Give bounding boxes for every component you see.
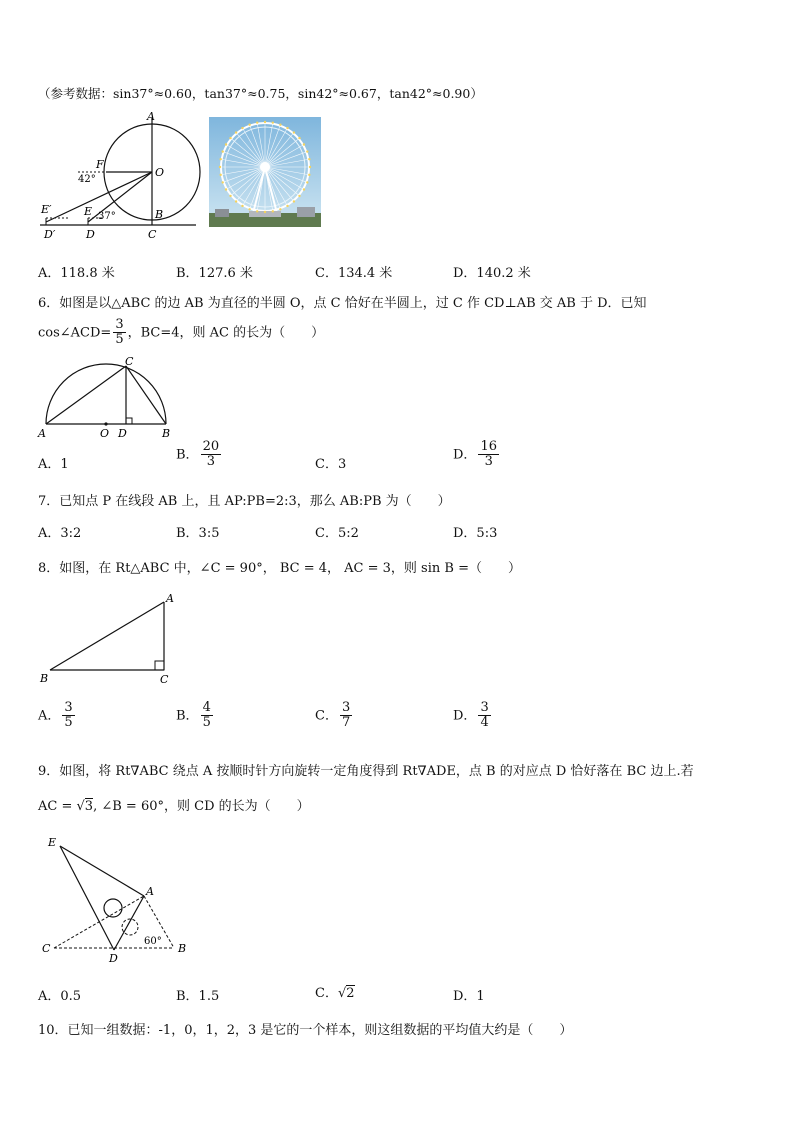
label-42deg: 42° xyxy=(78,174,96,185)
wheel-cabin xyxy=(264,211,266,213)
q7-option-d[interactable]: D．5:3 xyxy=(453,526,498,541)
q5-option-d[interactable]: D．140.2 米 xyxy=(453,266,531,281)
q8-label-A: A xyxy=(166,592,174,605)
q10-stem: 10．已知一组数据：-1，0，1，2，3 是它的一个样本，则这组数据的平均值大约是（ ） xyxy=(38,1023,573,1038)
q6-option-d-den: 3 xyxy=(484,454,493,470)
q9-ac-prefix: AC = xyxy=(38,799,77,814)
wheel-cabin xyxy=(256,210,258,212)
q7-option-a[interactable]: A．3:2 xyxy=(38,526,82,541)
q6-cos-fraction xyxy=(113,318,125,348)
q8-option-c-num: 3 xyxy=(341,700,351,715)
wheel-cabin xyxy=(298,137,300,139)
q6-option-d-fraction xyxy=(478,440,499,470)
q8-label-B: B xyxy=(40,672,49,685)
wheel-cabin xyxy=(241,127,243,129)
label-B: B xyxy=(155,208,164,221)
q9-label-E: E xyxy=(48,836,57,849)
q6-option-b-fraction xyxy=(201,440,222,470)
wheel-cabin xyxy=(222,150,224,152)
q9-label-B: B xyxy=(178,942,187,955)
q7-option-c[interactable]: C．5:2 xyxy=(315,526,359,541)
q6-stem-line1: 6．如图是以△ABC 的边 AB 为直径的半圆 O，点 C 恰好在半圆上，过 C 作 CD⊥AB 交 AB 于 D．已知 xyxy=(38,296,647,311)
q8-option-c-fraction xyxy=(340,701,352,731)
q9-sqrt3-radicand: 3 xyxy=(84,799,94,814)
q8-option-b-den: 5 xyxy=(202,715,211,731)
q6-option-b-den: 3 xyxy=(206,454,215,470)
q8-option-d-label: D． xyxy=(453,708,477,724)
q6-label-C: C xyxy=(125,356,134,368)
q8-option-d-fraction xyxy=(478,701,490,731)
wheel-cabin xyxy=(219,166,221,168)
q8-option-c-den: 7 xyxy=(341,715,351,731)
label-D: D xyxy=(86,228,95,240)
q6-option-b[interactable] xyxy=(176,440,223,470)
q5-option-b[interactable]: B．127.6 米 xyxy=(176,266,253,281)
q8-option-c[interactable] xyxy=(315,701,354,731)
q6-option-b-num: 20 xyxy=(202,439,220,454)
q8-label-C: C xyxy=(160,673,169,686)
q9-option-c-radicand: 2 xyxy=(346,986,355,1001)
ferris-wheel-photo xyxy=(209,117,321,227)
wheel-cabin xyxy=(306,150,308,152)
wheel-cabin xyxy=(306,181,308,183)
label-E: E xyxy=(84,205,93,218)
label-F: F xyxy=(96,158,104,171)
label-C: C xyxy=(148,228,157,240)
q6-option-d[interactable] xyxy=(453,440,501,470)
label-O: O xyxy=(155,166,165,179)
wheel-cabin xyxy=(272,121,274,123)
q8-option-a[interactable] xyxy=(38,701,77,731)
q6-option-c[interactable]: C．3 xyxy=(315,457,347,472)
wheel-cabin xyxy=(293,131,295,133)
wheel-cabin xyxy=(308,174,310,176)
q9-label-C: C xyxy=(42,942,51,955)
q8-option-a-fraction xyxy=(62,701,74,731)
q8-option-b-num: 4 xyxy=(202,700,211,715)
label-A: A xyxy=(147,110,155,123)
wheel-cabin xyxy=(293,200,295,202)
q6-label-A: A xyxy=(38,427,46,440)
wheel-cabin xyxy=(235,200,237,202)
q8-option-a-den: 5 xyxy=(64,715,73,731)
q7-option-b[interactable]: B．3:5 xyxy=(176,526,220,541)
wheel-cabin xyxy=(256,121,258,123)
q8-option-a-label: A． xyxy=(38,708,61,724)
q9-stem-tail: , ∠B = 60°，则 CD 的长为（ ） xyxy=(93,799,310,814)
q6-stem-line2 xyxy=(38,318,324,348)
q6-option-a[interactable]: A．1 xyxy=(38,457,69,472)
q8-option-c-label: C． xyxy=(315,708,338,724)
wheel-cabin xyxy=(219,174,221,176)
q5-ferris-wheel-diagram xyxy=(36,110,206,240)
q6-label-B: B xyxy=(162,427,171,440)
wheel-cabin xyxy=(248,124,250,126)
q9-stem-line1: 9．如图，将 Rt∇ABC 绕点 A 按顺时针方向旋转一定角度得到 Rt∇ADE，点 B 的对应点 D 恰好落在 BC 边上.若 xyxy=(38,764,694,779)
reference-data: （参考数据：sin37°≈0.60，tan37°≈0.75，sin42°≈0.67，tan42°≈0.90） xyxy=(38,86,483,101)
wheel-cabin xyxy=(298,195,300,197)
wheel-cabin xyxy=(303,188,305,190)
q9-option-c-label: C． xyxy=(315,986,338,1001)
wheel-cabin xyxy=(264,121,266,123)
q6-option-b-label: B． xyxy=(176,447,199,463)
q5-option-c[interactable]: C．134.4 米 xyxy=(315,266,393,281)
q8-option-b-fraction xyxy=(201,701,213,731)
q6-frac-num: 3 xyxy=(115,317,124,332)
wheel-cabin xyxy=(241,205,243,207)
q9-label-A: A xyxy=(146,885,154,898)
q6-label-D: D xyxy=(118,427,127,440)
q9-stem-line2 xyxy=(38,795,310,814)
q5-option-a[interactable]: A．118.8 米 xyxy=(38,266,115,281)
q9-sqrt-sign: √ xyxy=(76,799,85,814)
wheel-cabin xyxy=(229,195,231,197)
q9-option-d[interactable]: D．1 xyxy=(453,989,485,1004)
q7-stem: 7．已知点 P 在线段 AB 上，且 AP:PB=2:3，那么 AB:PB 为（ ） xyxy=(38,494,451,509)
q6-cos-prefix: cos∠ACD= xyxy=(38,325,112,341)
label-E-prime: E′ xyxy=(41,203,52,216)
wheel-cabin xyxy=(225,188,227,190)
q6-label-O: O xyxy=(100,427,110,440)
wheel-cabin xyxy=(229,137,231,139)
q9-option-b[interactable]: B．1.5 xyxy=(176,989,220,1004)
wheel-cabin xyxy=(235,131,237,133)
q9-label-D: D xyxy=(109,952,118,965)
q6-option-d-label: D． xyxy=(453,447,477,463)
wheel-cabin xyxy=(225,143,227,145)
q6-stem-tail: ，BC=4，则 AC 的长为（ ） xyxy=(127,325,325,341)
q9-option-a[interactable]: A．0.5 xyxy=(38,989,82,1004)
wheel-cabin xyxy=(308,158,310,160)
wheel-cabin xyxy=(309,166,311,168)
q6-semicircle-diagram xyxy=(36,356,176,442)
label-D-prime: D′ xyxy=(44,228,56,240)
label-37deg: 37° xyxy=(98,211,116,222)
q8-triangle-diagram xyxy=(36,590,186,686)
q9-label-60deg: 60° xyxy=(144,936,162,947)
q8-option-b[interactable] xyxy=(176,701,215,731)
q8-option-d-den: 4 xyxy=(480,715,489,731)
q9-option-c[interactable] xyxy=(315,982,355,1001)
q8-option-b-label: B． xyxy=(176,708,199,724)
q8-stem: 8．如图，在 Rt△ABC 中，∠C = 90°， BC = 4， AC = 3，则 sin B =（ ） xyxy=(38,561,521,576)
wheel-cabin xyxy=(222,181,224,183)
q8-option-d[interactable] xyxy=(453,701,493,731)
wheel-cabin xyxy=(272,210,274,212)
q9-rotation-diagram xyxy=(36,830,196,966)
q8-option-d-num: 3 xyxy=(480,700,489,715)
q8-option-a-num: 3 xyxy=(64,700,73,715)
wheel-cabin xyxy=(279,124,281,126)
wheel-cabin xyxy=(248,208,250,210)
wheel-cabin xyxy=(286,127,288,129)
q6-frac-den: 5 xyxy=(115,332,124,348)
wheel-cabin xyxy=(303,143,305,145)
q9-option-c-sqrt-sign: √ xyxy=(337,986,347,1001)
wheel-cabin xyxy=(279,208,281,210)
wheel-cabin xyxy=(286,205,288,207)
wheel-cabin xyxy=(219,158,221,160)
q6-option-d-num: 16 xyxy=(480,439,497,454)
